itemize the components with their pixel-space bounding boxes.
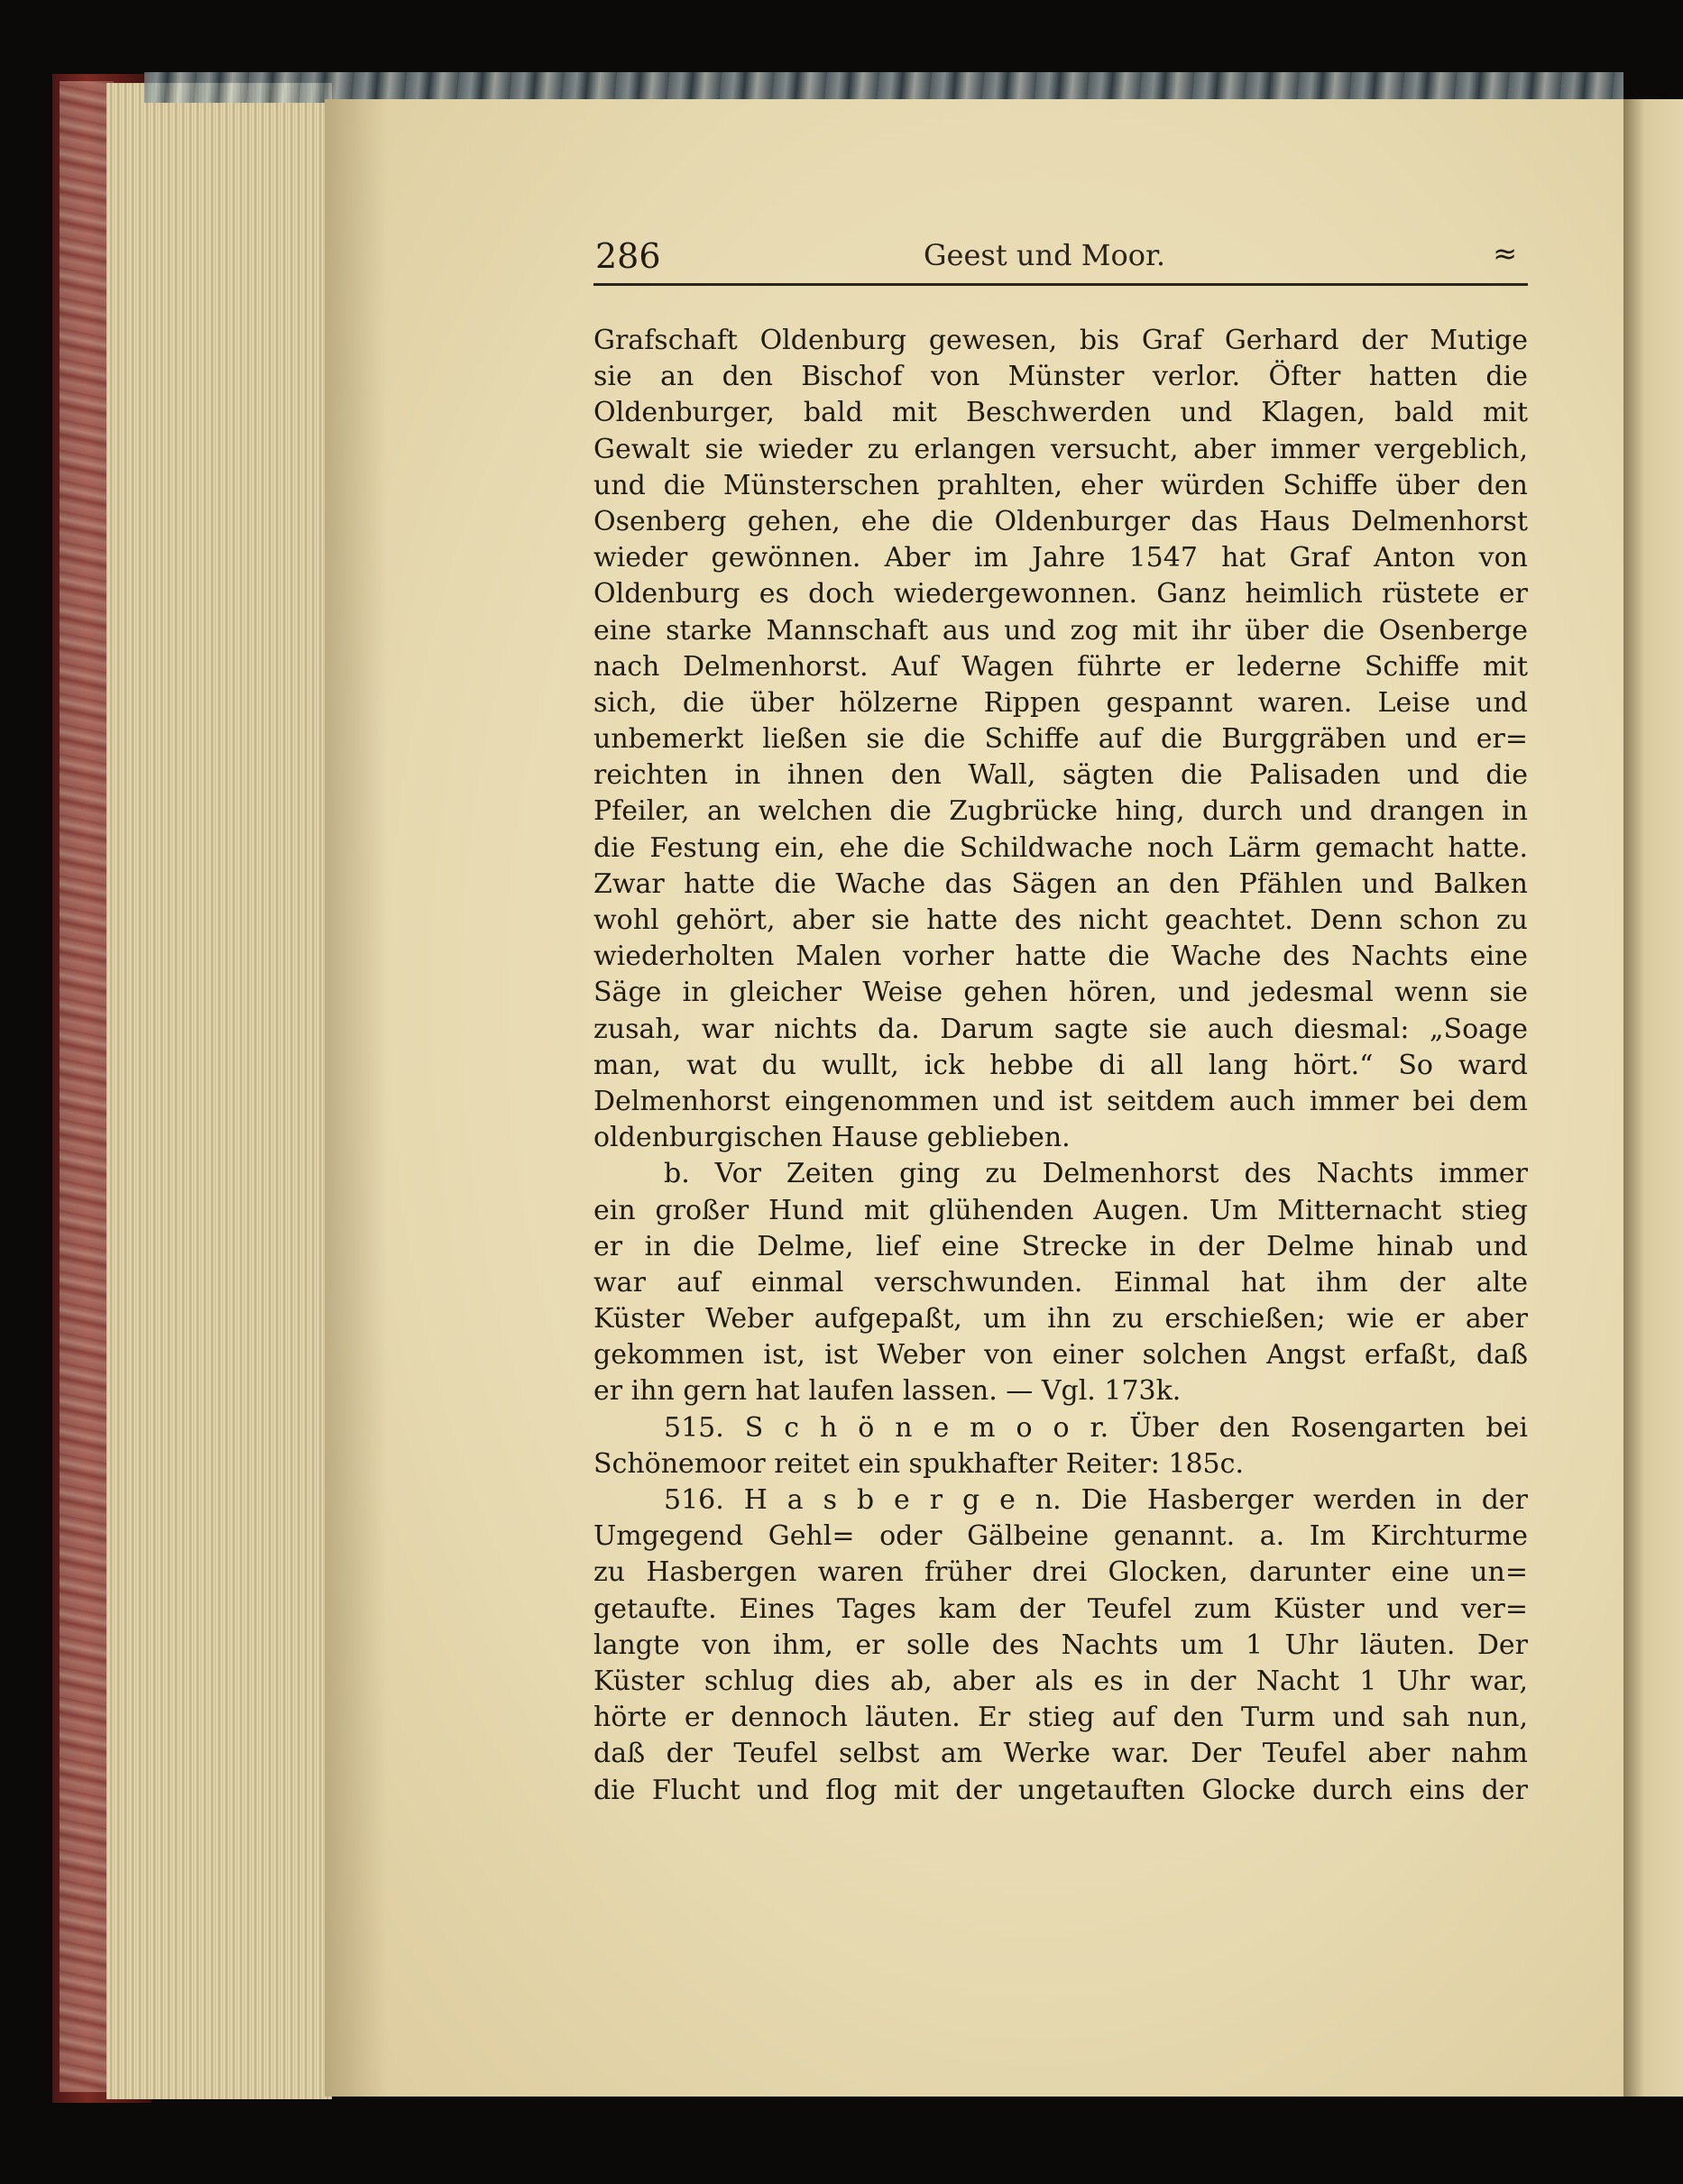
gutter-shadow — [325, 99, 388, 2097]
text-line: langte von ihm, er solle des Nachts um 1 Uhr läuten. Der — [593, 1629, 1528, 1661]
section-heading-line: 515. S c h ö n e m o o r. Über den Rosengarten bei — [664, 1411, 1528, 1444]
text-line: getaufte. Eines Tages kam der Teufel zum Küster und ver= — [593, 1592, 1528, 1625]
text-line: man, wat du wullt, ick hebbe di all lang hört.“ So ward — [593, 1049, 1528, 1081]
text-line: war auf einmal verschwunden. Einmal hat ihm der alte — [593, 1266, 1528, 1298]
text-line: reichten in ihnen den Wall, sägten die Palisaden und die — [593, 759, 1528, 792]
text-line: wieder gewönnen. Aber im Jahre 1547 hat Graf Anton von — [593, 542, 1528, 574]
section-heading-line: 516. H a s b e r g e n. Die Hasberger werden in der — [664, 1484, 1528, 1516]
text-line: Zwar hatte die Wache das Sägen an den Pfählen und Balken — [593, 867, 1528, 900]
text-line: Osenberg gehen, ehe die Oldenburger das Haus Delmenhorst — [593, 505, 1528, 537]
text-line: Oldenburg es doch wiedergewonnen. Ganz heimlich rüstete er — [593, 578, 1528, 610]
page-header — [593, 229, 1528, 286]
text-line: Pfeiler, an welchen die Zugbrücke hing, durch und drangen in — [593, 795, 1528, 828]
text-line: eine starke Mannschaft aus und zog mit ihr über die Osenberge — [593, 614, 1528, 647]
text-line: Delmenhorst eingenommen und ist seitdem auch immer bei dem — [593, 1085, 1528, 1117]
text-line: b. Vor Zeiten ging zu Delmenhorst des Nachts immer — [664, 1158, 1528, 1190]
text-line: sie an den Bischof von Münster verlor. Öfter hatten die — [593, 361, 1528, 393]
facing-page-edge — [1623, 99, 1683, 2097]
page-stack-edge — [106, 83, 332, 2099]
text-line: Küster Weber aufgepaßt, um ihn zu erschießen; wie er aber — [593, 1303, 1528, 1335]
text-line: hörte er dennoch läuten. Er stieg auf den Turm und sah nun, — [593, 1702, 1528, 1734]
marbled-top-edge — [144, 72, 1623, 103]
text-line: unbemerkt ließen sie die Schiffe auf die Burggräben und er= — [593, 723, 1528, 756]
text-line: Grafschaft Oldenburg gewesen, bis Graf Gerhard der Mutige — [593, 325, 1528, 356]
text-line: gekommen ist, ist Weber von einer solchen Angst erfaßt, daß — [593, 1339, 1528, 1372]
body-text — [593, 323, 1528, 1809]
text-line: ein großer Hund mit glühenden Augen. Um Mitternacht stieg — [593, 1194, 1528, 1226]
text-line: Oldenburger, bald mit Beschwerden und Klagen, bald mit — [593, 397, 1528, 429]
text-line: und die Münsterschen prahlten, eher würden Schiffe über den — [593, 469, 1528, 501]
text-line: er in die Delme, lief eine Strecke in der Delme hinab und — [593, 1230, 1528, 1262]
text-line: sich, die über hölzerne Rippen gespannt waren. Leise und — [593, 686, 1528, 719]
text-line: zu Hasbergen waren früher drei Glocken, darunter eine un= — [593, 1556, 1528, 1589]
text-line: Schönemoor reitet ein spukhafter Reiter: 185c. — [593, 1447, 1244, 1480]
text-line: die Flucht und flog mit der ungetauften Glocke durch eins der — [593, 1774, 1528, 1806]
marbled-cover-paper — [60, 81, 114, 2092]
text-line: er ihn gern hat laufen lassen. — Vgl. 173k. — [593, 1375, 1182, 1408]
text-line: wohl gehört, aber sie hatte des nicht geachtet. Denn schon zu — [593, 904, 1528, 936]
text-line: wiederholten Malen vorher hatte die Wache des Nachts eine — [593, 941, 1528, 973]
page-number: 286 — [595, 236, 661, 276]
text-line: oldenburgischen Hause geblieben. — [593, 1122, 1071, 1154]
text-line: Gewalt sie wieder zu erlangen versucht, aber immer vergeblich, — [593, 433, 1528, 465]
running-head: Geest und Moor. — [923, 238, 1165, 272]
text-line: zusah, war nichts da. Darum sagte sie auch diesmal: „Soage — [593, 1013, 1528, 1045]
text-line: die Festung ein, ehe die Schildwache noch Lärm gemacht hatte. — [593, 831, 1528, 864]
text-line: Umgegend Gehl= oder Gälbeine genannt. a. Im Kirchturme — [593, 1520, 1528, 1553]
text-line: nach Delmenhorst. Auf Wagen führte er lederne Schiffe mit — [593, 650, 1528, 683]
ornament-icon: ≈ — [1493, 236, 1517, 271]
text-line: daß der Teufel selbst am Werke war. Der Teufel aber nahm — [593, 1738, 1528, 1770]
text-line: Säge in gleicher Weise gehen hören, und jedesmal wenn sie — [593, 977, 1528, 1009]
text-line: Küster schlug dies ab, aber als es in der Nacht 1 Uhr war, — [593, 1665, 1528, 1697]
